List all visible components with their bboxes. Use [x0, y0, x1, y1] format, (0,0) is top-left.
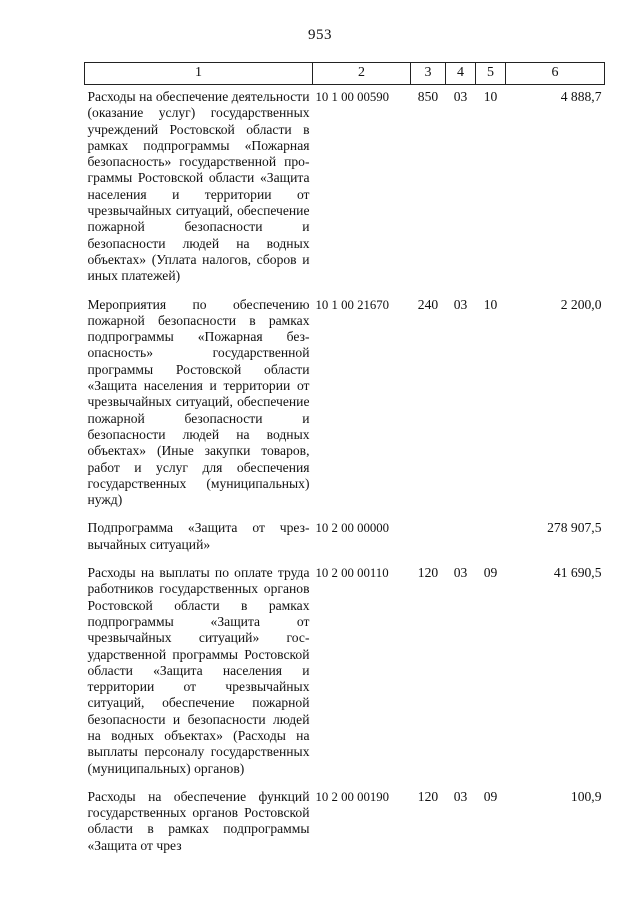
row-target-code: 10 2 00 00190	[315, 789, 390, 804]
row-subsection: 10	[483, 296, 498, 312]
row-amount: 100,9	[570, 788, 602, 804]
table-row	[85, 293, 605, 517]
table-row	[85, 785, 605, 862]
row-section: 03	[453, 296, 468, 312]
row-target-code: 10 1 00 00590	[315, 90, 390, 104]
row-section	[446, 516, 476, 561]
header-col-2: 2	[313, 63, 411, 85]
header-col-1: 1	[85, 63, 313, 85]
row-subsection: 10	[483, 89, 498, 104]
budget-table	[84, 62, 605, 862]
header-col-5: 5	[476, 63, 506, 85]
row-expense-type: 850	[417, 89, 439, 104]
row-amount: 4 888,7	[560, 89, 602, 104]
row-section: 03	[453, 565, 468, 581]
row-section: 03	[453, 89, 468, 104]
row-subsection	[476, 516, 506, 561]
row-expense-type: 240	[417, 296, 439, 312]
row-description: Расходы на обеспечение функций государственных органов Ростовской области в рамках подпрограммы «Защита от чрез	[87, 788, 310, 853]
table-row	[85, 561, 605, 785]
row-subsection: 09	[483, 565, 498, 581]
row-target-code: 10 2 00 00000	[315, 521, 390, 536]
row-description: Мероприятия по обеспечению пожарной безопасности в рамках подпрограммы «Пожарная безопасность» государственной программы Ростовской области «Защита населения и территории от чрезвычайных ситуаций, обеспечение пожарной безопасности и безопасности людей на водных объектах» (Иные закупки товаров, работ и услуг для обеспечения государственных (муниципальных) нужд)	[87, 296, 310, 508]
row-amount: 41 690,5	[553, 565, 602, 581]
row-expense-type	[411, 516, 446, 561]
row-amount: 2 200,0	[560, 296, 602, 312]
row-description: Расходы на выплаты по оплате труда работников государственных органов Ростовской области в рамках подпрограммы «Защита от чрезвычайных ситуаций» государственной программы Ростовской области «Защита населения и территории от чрезвычайных ситуаций, обеспечение пожарной безопасности и безопасности людей на водных объектах» (Расходы на выплаты персоналу государственных (муниципальных) органов)	[87, 565, 310, 776]
row-expense-type: 120	[417, 565, 439, 581]
page-number: 953	[308, 27, 332, 43]
table-row	[85, 516, 605, 561]
row-expense-type: 120	[417, 788, 439, 804]
header-row	[85, 63, 605, 85]
header-col-3: 3	[411, 63, 446, 85]
row-subsection: 09	[483, 788, 498, 804]
row-description: Расходы на обеспечение деятельности (оказание услуг) государственных учреждений Ростовской области в рамках подпрограммы «Пожарная безопасность» государственной программы Ростовской области «Защита населения и территории от чрезвычайных ситуаций, обеспечение пожарной безопасности и безопасности людей на водных объектах» (Уплата налогов, сборов и иных платежей)	[87, 89, 310, 284]
header-col-6: 6	[506, 63, 605, 85]
row-amount: 278 907,5	[547, 520, 602, 536]
row-target-code: 10 2 00 00110	[315, 566, 389, 581]
table-row	[85, 85, 605, 293]
row-description: Подпрограмма «Защита от чрезвычайных ситуаций»	[87, 520, 310, 552]
header-col-4: 4	[446, 63, 476, 85]
row-target-code: 10 1 00 21670	[315, 297, 390, 312]
table-header	[85, 63, 605, 85]
row-section: 03	[453, 788, 468, 804]
